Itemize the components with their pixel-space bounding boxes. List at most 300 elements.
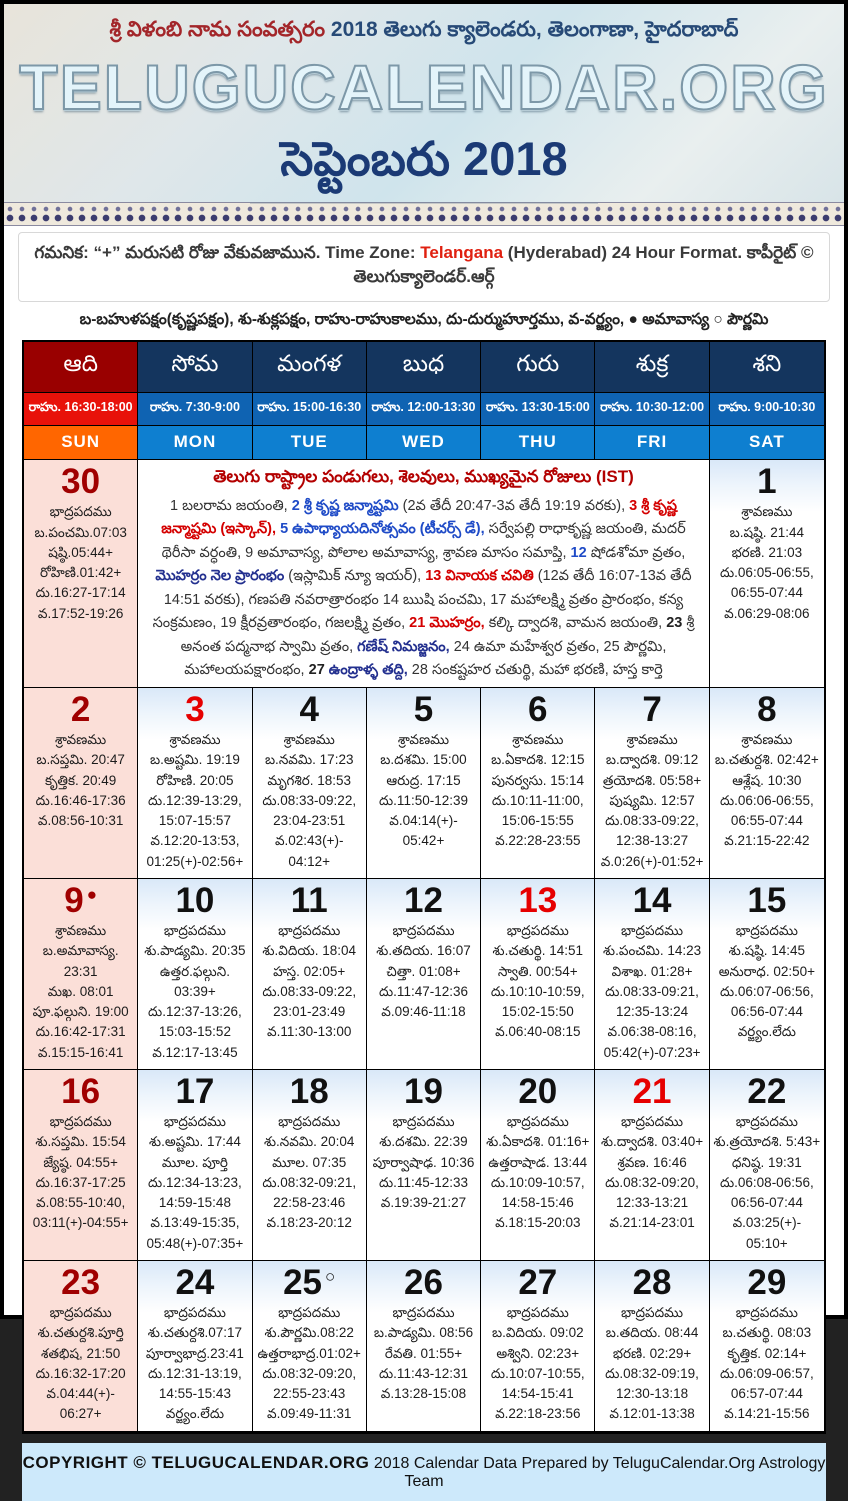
panchangam-line: శ్రావణము [397, 732, 450, 748]
panchangam-line: శ్రావణము [283, 732, 335, 748]
day-number [255, 1072, 364, 1112]
day-number [369, 690, 478, 730]
panchangam-line: 14:54-15:41 [501, 1386, 574, 1402]
day-cell-4[interactable] [253, 688, 367, 879]
panchangam-line: బ.తదియ. 08:44 [605, 1325, 699, 1341]
panchangam-line: పూర్వాభాద్ర.23:41 [145, 1345, 244, 1361]
panchangam-line: 04:12+ [288, 853, 331, 869]
panchangam-line: వ.04:44(+)- [46, 1386, 115, 1402]
footer-credit: 2018 Calendar Data Prepared by TeluguCalendar.Org Astrology Team [369, 1454, 826, 1490]
day-cell-3[interactable] [138, 688, 252, 879]
day-number [26, 881, 135, 921]
panchangam-line: 22:55-23:43 [273, 1386, 346, 1402]
panchangam-line: దు.11:47-12:36 [378, 983, 468, 999]
weekday-english-wed: WED [367, 426, 481, 460]
panchangam-line: భాద్రపదము [621, 1114, 684, 1130]
site-logo[interactable]: TELUGUCALENDAR.ORG [19, 53, 829, 123]
panchangam-line: భాద్రపదము [621, 923, 684, 939]
panchangam-line: భాద్రపదము [506, 923, 569, 939]
panchangam-line: దు.16:27-17:14 [35, 585, 126, 601]
festival-segment: శ్రీ అనంత పద్మనాభ స్వామి వ్రతం, [180, 615, 695, 655]
day-number [255, 690, 364, 730]
panchangam-line: వ.17:52-19:26 [37, 605, 124, 621]
legend-line: బ-బహుళపక్షం(కృష్ణపక్షం), శు-శుక్లపక్షం, రాహు-రాహుకాలము, దు-దుర్ముహూర్తము, వ-వర్జ్యం, ● అమావాస్య ○ పౌర్ణమి [79, 311, 769, 328]
panchangam-line: శ్రావణము [55, 923, 107, 939]
panchangam-line: 05:48(+)-07:35+ [146, 1235, 244, 1251]
footer-bar [22, 1443, 826, 1501]
panchangam-line: దు.08:33-09:21, [605, 983, 699, 999]
day-cell-23[interactable] [24, 1261, 138, 1432]
day-number [712, 462, 822, 502]
panchangam-line: వ.19:39-21:27 [380, 1195, 467, 1211]
panchangam-line: మూల. 07:35 [272, 1154, 347, 1170]
panchangam-line: భాద్రపదము [49, 1305, 112, 1321]
panchangam-line: పునర్వసు. 15:14 [491, 772, 585, 788]
panchangam-line: 06:27+ [59, 1406, 102, 1422]
day-number [597, 690, 706, 730]
weekday-english-sun: SUN [24, 426, 138, 460]
rahu-time-sat: రాహు. 9:00-10:30 [710, 393, 824, 426]
panchangam-line: వ.14:21-15:56 [724, 1406, 810, 1422]
panchangam-line: బ.ఏకాదశి. 12:15 [491, 752, 585, 768]
panchangam-line: శ్రావణము [741, 504, 793, 520]
panchangam-line: దు.11:45-12:33 [378, 1174, 468, 1190]
rahu-time-thu: రాహు. 13:30-15:00 [481, 393, 595, 426]
panchangam-line: దు.08:32-09:20, [262, 1365, 357, 1381]
day-number [483, 690, 592, 730]
day-cell-14[interactable] [595, 879, 709, 1070]
panchangam-line: 15:02-15:50 [501, 1004, 574, 1020]
panchangam-line: దు.06:07-06:56, [719, 983, 814, 999]
panchangam-line: శు.ఏకాదశి. 01:16+ [486, 1134, 590, 1150]
panchangam-line: శ్రావణము [512, 732, 564, 748]
panchangam-line: విశాఖ. 01:28+ [611, 963, 693, 979]
week-row-1 [24, 460, 824, 688]
panchangam-line: దు.12:39-13:29, [148, 792, 242, 808]
panchangam-line: బ.పాడ్యమి. 08:56 [373, 1325, 474, 1341]
panchangam-line: 15:06-15:55 [501, 813, 574, 829]
panchangam-line: ఉత్తర.ఫల్గుని. 03:39+ [159, 963, 230, 999]
panchangam-line: 01:25(+)-02:56+ [146, 853, 244, 869]
panchangam-line: వ.06:29-08:06 [724, 605, 810, 621]
day-cell-12[interactable] [367, 879, 481, 1070]
day-number-text: 27 [518, 1262, 558, 1302]
panchangam-line: శు.ద్వాదశి. 03:40+ [600, 1134, 704, 1150]
year-line-red: శ్రీ విళంబి నామ సంవత్సరం [109, 18, 326, 41]
panchangam-line: భాద్రపదము [49, 504, 112, 520]
panchangam-line: వ.13:28-15:08 [380, 1386, 467, 1402]
panchangam-line: చిత్తా. 01:08+ [386, 963, 461, 979]
panchangam-line: భాద్రపదము [278, 1305, 341, 1321]
notice-prefix: గమనిక: “+” మరుసటి రోజు వేకువజామున. Time Zone: [34, 243, 421, 262]
day-cell-13[interactable] [481, 879, 595, 1070]
panchangam-line: దు.08:32-09:20, [605, 1174, 699, 1190]
weekday-english-sat: SAT [710, 426, 824, 460]
panchangam-line: భాద్రపదము [735, 1114, 798, 1130]
day-number [597, 881, 706, 921]
panchangam-line: శు.చతుర్థి. 14:51 [492, 943, 584, 959]
rahu-time-fri: రాహు. 10:30-12:00 [595, 393, 709, 426]
week-row-2 [24, 688, 824, 879]
weekday-telugu-sun: ఆది [24, 342, 138, 393]
day-number-text: 22 [747, 1071, 787, 1111]
panchangam-line: 14:55-15:43 [158, 1386, 231, 1402]
day-number [597, 1263, 706, 1303]
day-cell-28[interactable] [595, 1261, 709, 1432]
notice-bar [18, 232, 830, 302]
panchangam-line: వ.13:49-15:35, [150, 1215, 240, 1231]
panchangam-line: 06:55-07:44 [730, 813, 803, 829]
day-cell-2[interactable] [24, 688, 138, 879]
panchangam-line: భాద్రపదము [735, 1305, 798, 1321]
panchangam-line: శు.చతుర్దశి.07:17 [147, 1325, 243, 1341]
decorative-lace-border [4, 202, 844, 226]
festival-segment: 2 శ్రీ కృష్ణ జన్మాష్టమి [291, 498, 403, 514]
full-moon-icon: ○ [325, 1266, 336, 1286]
panchangam-line: కృత్తిక. 20:49 [44, 772, 117, 788]
day-number-text: 3 [185, 689, 205, 729]
panchangam-line: భరణి. 21:03 [731, 544, 803, 560]
panchangam-line: దు.08:32-09:19, [605, 1365, 699, 1381]
day-cell-9[interactable] [24, 879, 138, 1070]
day-number [369, 1263, 478, 1303]
panchangam-line: దు.10:10-10:59, [490, 983, 585, 999]
weekday-telugu-sat: శని [710, 342, 824, 393]
panchangam-line: పూ.ఫల్గుని. 19:00 [32, 1004, 129, 1020]
panchangam-line: ఆరుద్ర. 17:15 [386, 772, 461, 788]
day-number [712, 1263, 822, 1303]
panchangam-line: దు.12:37-13:26, [148, 1004, 242, 1020]
festival-segment: 28 సంకష్టహర చతుర్థి, మహా భరణి, హస్త కార్తె [411, 662, 663, 679]
panchangam-line: భాద్రపదము [392, 923, 455, 939]
panchangam-line: భాద్రపదము [392, 1305, 455, 1321]
festival-segment: ఉంద్రాళ్ళ తద్ది, [328, 662, 412, 679]
panchangam-line: వర్జ్యం.లేదు [737, 1024, 796, 1040]
panchangam-line: 12:30-13:18 [616, 1386, 689, 1402]
day-cell-8[interactable] [710, 688, 824, 879]
day-number-text: 29 [747, 1262, 787, 1302]
panchangam-line: వ.22:28-23:55 [495, 833, 581, 849]
panchangam-line: భాద్రపదము [49, 1114, 112, 1130]
panchangam-line: భాద్రపదము [506, 1114, 569, 1130]
festival-segment: 21 మొహర్రం, [409, 615, 489, 632]
day-number-text: 26 [404, 1262, 443, 1302]
rahu-kalam-row [24, 393, 824, 426]
weekday-english-thu: THU [481, 426, 595, 460]
day-number-text: 8 [757, 689, 777, 729]
day-number [140, 1072, 249, 1112]
festival-segment: 5 ఉపాధ్యాయదినోత్సవం (టీచర్స్ డే), [280, 521, 489, 538]
day-number [140, 1263, 249, 1303]
day-number-text: 16 [61, 1071, 101, 1111]
festival-segment: (2వ తేదీ 20:47-3వ తేదీ 19:19 వరకు), [402, 498, 630, 514]
panchangam-line: ఉత్తరాషాడ. 13:44 [488, 1154, 588, 1170]
panchangam-line: దు.16:46-17:36 [35, 792, 126, 808]
panchangam-line: వ.12:01-13:38 [609, 1406, 695, 1422]
panchangam-line: భరణి. 02:29+ [612, 1345, 692, 1361]
day-cell-21[interactable] [595, 1070, 709, 1261]
festival-segment: 24 ఉమా మహేశ్వర వ్రతం, 25 పౌర్ణమి, మహాలయపక్షారంభం, [184, 638, 667, 679]
panchangam-line: బ.సప్తమి. 20:47 [36, 752, 125, 768]
panchangam-line: భాద్రపదము [163, 1114, 226, 1130]
day-number-text: 19 [404, 1071, 443, 1111]
panchangam-line: 15:07-15:57 [158, 813, 231, 829]
festivals-text [148, 495, 698, 683]
panchangam-line: వ.18:23-20:12 [266, 1215, 352, 1231]
day-number-text: 7 [642, 689, 662, 729]
panchangam-line: షష్ఠి.05:44+ [48, 544, 113, 560]
day-number-text: 14 [632, 880, 672, 920]
day-number-text: 20 [518, 1071, 558, 1111]
festival-segment: 13 వినాయక చవితి [425, 568, 538, 585]
day-cell-22[interactable] [710, 1070, 824, 1261]
panchangam-line: 06:56-07:44 [730, 1004, 803, 1020]
day-number-text: 12 [404, 880, 443, 920]
panchangam-line: వ.21:14-23:01 [609, 1215, 695, 1231]
day-cell-20[interactable] [481, 1070, 595, 1261]
day-number [26, 690, 135, 730]
panchangam-line: భాద్రపదము [278, 923, 341, 939]
day-number-text: 4 [299, 689, 319, 729]
day-cell-25[interactable] [253, 1261, 367, 1432]
festival-segment: 23 [666, 615, 687, 632]
festival-segment: 12 [570, 544, 591, 561]
day-number-text: 11 [290, 880, 328, 920]
panchangam-line: వ.15:15-16:41 [37, 1044, 124, 1060]
weekday-telugu-mon: సోమ [138, 342, 252, 393]
panchangam-line: వ.06:38-08:16, [607, 1024, 697, 1040]
panchangam-line: శ్రావణము [741, 732, 793, 748]
panchangam-line: వ.08:56-10:31 [37, 813, 124, 829]
rahu-time-wed: రాహు. 12:00-13:30 [367, 393, 481, 426]
panchangam-line: 23:04-23:51 [273, 813, 346, 829]
day-cell-1[interactable] [710, 460, 824, 688]
day-number-text: 24 [175, 1262, 215, 1302]
weekday-telugu-fri: శుక్ర [595, 342, 709, 393]
panchangam-line: బ.విదియ. 09:02 [491, 1325, 584, 1341]
day-number [255, 881, 364, 921]
panchangam-line: దు.10:11-11:00, [491, 792, 584, 808]
notice-copyright: కాపీరైట్ © తెలుగుక్యాలెండర్.ఆర్గ్ [353, 243, 814, 286]
panchangam-line: దు.10:07-10:55, [490, 1365, 585, 1381]
day-cell-29[interactable] [710, 1261, 824, 1432]
festival-segment: మొహర్రం నెల ప్రారంభం [155, 568, 289, 585]
page-header [4, 4, 844, 202]
day-cell-11[interactable] [253, 879, 367, 1070]
panchangam-line: దు.16:32-17:20 [35, 1365, 126, 1381]
panchangam-line: 15:03-15:52 [158, 1024, 231, 1040]
panchangam-line: ఉత్తరాభాద్ర.01:02+ [257, 1345, 361, 1361]
panchangam-line: వ.06:40-08:15 [495, 1024, 581, 1040]
day-number [712, 1072, 822, 1112]
day-number-text: 1 [757, 462, 777, 501]
footer-copyright: COPYRIGHT © TELUGUCALENDAR.ORG [22, 1452, 370, 1472]
panchangam-line: భాద్రపదము [506, 1305, 569, 1321]
panchangam-line: శు.నవమి. 20:04 [263, 1134, 355, 1150]
panchangam-line: శు.షష్ఠి. 14:45 [728, 943, 806, 959]
panchangam-line: శు.త్రయోదశి. 5:43+ [713, 1134, 821, 1150]
panchangam-line: 06:57-07:44 [730, 1386, 803, 1402]
day-cell-24[interactable] [138, 1261, 252, 1432]
day-number [26, 1072, 135, 1112]
day-number [597, 1072, 706, 1112]
panchangam-line: శ్రవణ. 16:46 [617, 1154, 687, 1170]
weekday-telugu-wed: బుధ [367, 342, 481, 393]
panchangam-line: 05:42(+)-07:23+ [603, 1044, 701, 1060]
panchangam-line: వ.0:26(+)-01:52+ [600, 853, 704, 869]
panchangam-line: అనురాధ. 02:50+ [718, 963, 815, 979]
day-cell-26[interactable] [367, 1261, 481, 1432]
panchangam-line: ఆశ్లేష. 10:30 [732, 772, 802, 788]
rahu-time-mon: రాహు. 7:30-9:00 [138, 393, 252, 426]
panchangam-line: 05:42+ [402, 833, 445, 849]
festival-segment: 3 శ్రీ కృష్ణ జన్మాష్టమి (ఇస్కాన్), [161, 498, 677, 538]
panchangam-line: దు.16:37-17:25 [35, 1174, 126, 1190]
day-cell-27[interactable] [481, 1261, 595, 1432]
panchangam-line: బ.ద్వాదశి. 09:12 [605, 752, 699, 768]
day-cell-17[interactable] [138, 1070, 252, 1261]
day-number-text: 17 [175, 1071, 215, 1111]
panchangam-line: భాద్రపదము [621, 1305, 684, 1321]
panchangam-line: దు.12:31-13:19, [148, 1365, 242, 1381]
festival-segment: (ఇస్లామిక్ న్యూ ఇయర్), [288, 568, 426, 585]
day-number [140, 881, 249, 921]
panchangam-line: శ్రావణము [626, 732, 678, 748]
year-line [4, 18, 844, 47]
panchangam-line: త్రయోదశి. 05:58+ [602, 772, 702, 788]
panchangam-line: బ.పంచమి.07:03 [34, 524, 127, 540]
panchangam-line: మఖ. 08:01 [47, 983, 114, 999]
panchangam-line: వ.09:46-11:18 [381, 1004, 466, 1020]
day-cell-19[interactable] [367, 1070, 481, 1261]
day-number [369, 1072, 478, 1112]
panchangam-line: బ.దశమి. 15:00 [380, 752, 467, 768]
festivals-title: తెలుగు రాష్ట్రాల పండుగలు, శెలవులు, ముఖ్యమైన రోజులు (IST) [213, 467, 634, 486]
panchangam-line: దు.08:33-09:22, [605, 813, 699, 829]
panchangam-line: దు.06:05-06:55, [719, 565, 814, 580]
day-number [369, 881, 478, 921]
panchangam-line: 06:55-07:44 [730, 585, 803, 601]
day-number [140, 690, 249, 730]
day-number [483, 1072, 592, 1112]
weekday-english-fri: FRI [595, 426, 709, 460]
panchangam-line: బ.నవమి. 17:23 [264, 752, 354, 768]
panchangam-line: శు.తదియ. 16:07 [376, 943, 471, 959]
panchangam-line: భాద్రపదము [163, 1305, 226, 1321]
day-number-text: 18 [289, 1071, 329, 1111]
panchangam-line: శు.దశమి. 22:39 [379, 1134, 468, 1150]
panchangam-line: మృగశిర. 18:53 [267, 772, 352, 788]
day-cell-6[interactable] [481, 688, 595, 879]
panchangam-line: వ.08:55-10:40, [36, 1195, 126, 1211]
day-number-text: 23 [61, 1262, 101, 1302]
panchangam-line: వ.11:30-13:00 [266, 1024, 352, 1040]
panchangam-line: 12:35-13:24 [616, 1004, 689, 1020]
day-number-text: 6 [528, 689, 548, 729]
festival-segment: సర్వేపల్లి రాధాకృష్ణ జయంతి, మదర్ థెరీసా వర్ధంతి, 9 అమావాస్య, పోలాల అమావాస్య, శ్రావణ మాసం సమాప్తి, [161, 521, 686, 561]
panchangam-line: భాద్రపదము [392, 1114, 455, 1130]
festival-segment: 27 [308, 662, 329, 679]
day-number [26, 1263, 135, 1303]
panchangam-line: శు.సప్తమి. 15:54 [35, 1134, 126, 1150]
panchangam-line: రేవతి. 01:55+ [384, 1345, 463, 1361]
notice-middle: (Hyderabad) 24 Hour Format. [503, 243, 747, 262]
panchangam-line: బ.షష్ఠి. 21:44 [729, 524, 805, 540]
panchangam-line: మూల. పూర్తి [161, 1154, 228, 1170]
panchangam-line: బ.అష్టమి. 19:19 [149, 752, 240, 768]
week-row-3 [24, 879, 824, 1070]
day-number [26, 462, 135, 502]
day-cell-10[interactable] [138, 879, 252, 1070]
day-cell-18[interactable] [253, 1070, 367, 1261]
panchangam-line: ధనిష్ఠ. 19:31 [731, 1154, 802, 1170]
panchangam-line: వ.21:15-22:42 [724, 833, 810, 849]
panchangam-line: వ.09:49-11:31 [266, 1406, 352, 1422]
panchangam-line: బ.చతుర్దశి. 02:42+ [714, 752, 819, 768]
panchangam-line: వ.12:17-13:45 [152, 1044, 238, 1060]
day-cell-5[interactable] [367, 688, 481, 879]
year-line-blue: 2018 తెలుగు క్యాలెండరు, తెలంగాణా, హైదరాబాద్ [325, 18, 739, 41]
weekday-telugu-thu: గురు [481, 342, 595, 393]
panchangam-line: దు.11:50-12:39 [378, 792, 468, 808]
day-number-text: 13 [518, 880, 558, 920]
day-number-text: 28 [632, 1262, 672, 1302]
panchangam-line: 14:59-15:48 [158, 1195, 231, 1211]
panchangam-line: దు.06:06-06:55, [719, 792, 814, 808]
panchangam-line: దు.10:09-10:57, [490, 1174, 585, 1190]
festival-segment: 1 బలరామ జయంతి, [169, 498, 292, 514]
panchangam-line: 12:33-13:21 [616, 1195, 689, 1211]
day-number-text: 21 [632, 1071, 672, 1111]
day-cell-7[interactable] [595, 688, 709, 879]
panchangam-line: బ.చతుర్థి. 08:03 [722, 1325, 812, 1341]
panchangam-line: దు.06:08-06:56, [719, 1174, 814, 1190]
panchangam-line: కృత్తిక. 02:14+ [727, 1345, 807, 1361]
panchangam-line: శతభిష, 21:50 [41, 1345, 121, 1361]
notice-timezone: Telangana [420, 243, 504, 262]
day-number-text: 10 [175, 880, 215, 920]
panchangam-line: భాద్రపదము [735, 923, 798, 939]
panchangam-line: శ్రావణము [55, 732, 107, 748]
day-cell-16[interactable] [24, 1070, 138, 1261]
panchangam-line: శు.అష్టమి. 17:44 [149, 1134, 241, 1150]
panchangam-line: 03:11(+)-04:55+ [32, 1215, 129, 1231]
weekday-english-tue: TUE [253, 426, 367, 460]
calendar-grid [22, 340, 826, 1434]
day-number [712, 881, 822, 921]
panchangam-line: దు.16:42-17:31 [35, 1024, 126, 1040]
panchangam-line: వ.18:15-20:03 [495, 1215, 581, 1231]
day-cell-15[interactable] [710, 879, 824, 1070]
weekday-english-row [24, 426, 824, 460]
weekday-english-mon: MON [138, 426, 252, 460]
weekday-telugu-row [24, 342, 824, 393]
panchangam-line: దు.06:09-06:57, [719, 1365, 814, 1381]
month-title: సెప్టెంబరు 2018 [250, 131, 597, 204]
festivals-cell [138, 460, 709, 688]
panchangam-line: వ.22:18-23:56 [495, 1406, 581, 1422]
panchangam-line: దు.08:33-09:22, [262, 792, 357, 808]
panchangam-line: 23:01-23:49 [273, 1004, 346, 1020]
panchangam-line: శు.పాడ్యమి. 20:35 [144, 943, 246, 959]
panchangam-line: శు.పౌర్ణమి.08:22 [264, 1325, 354, 1341]
panchangam-line: వ.02:43(+)- [274, 833, 344, 849]
day-cell-30[interactable] [24, 460, 138, 688]
panchangam-line: పూర్వాషాఢ. 10:36 [372, 1154, 475, 1170]
panchangam-line: దు.08:33-09:22, [262, 983, 357, 999]
week-row-5 [24, 1261, 824, 1432]
day-number [483, 881, 592, 921]
